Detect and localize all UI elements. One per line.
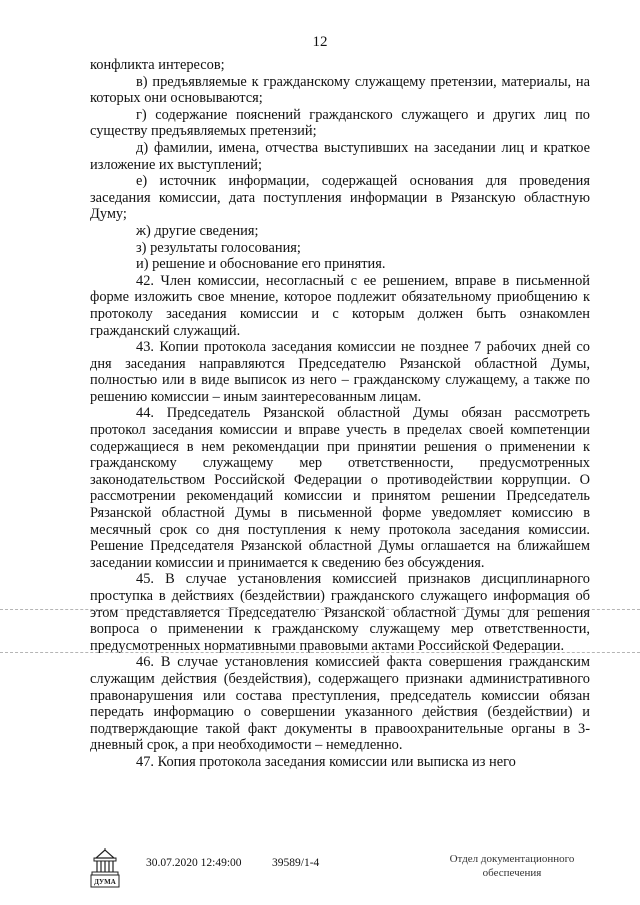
paragraph-47: 47. Копия протокола заседания комиссии или выписка из него xyxy=(136,753,516,770)
paragraph-44: 44. Председатель Рязанской областной Думы обязан рассмотреть протокол заседания комиссии и вправе учесть в пределах своей компетенции содержащиеся в нем рекомендации при принятии решения о применении к гражданскому служащему мер ответственности, предусмотренных законодательством Российской Федерации о противодействии коррупции. О рассмотрении рекомендаций комиссии и принятом решении Председатель Рязанской областной Думы в письменной форме уведомляет комиссию в месячный срок со дня поступления к нему протокола заседания комиссии. Решение Председателя Рязанской областной Думы оглашается на ближайшем заседании комиссии и принимается к сведению без обсуждения. xyxy=(90,405,590,571)
paragraph-42: 42. Член комиссии, несогласный с ее решением, вправе в письменной форме изложить свое мнение, которое подлежит обязательному приобщению к протоколу заседания комиссии и с которым должен быть ознакомлен гражданский служащий. xyxy=(90,272,590,339)
list-item-g: г) содержание пояснений гражданского служащего и других лиц по существу предъявляемых претензий; xyxy=(90,106,590,140)
list-item-d: д) фамилии, имена, отчества выступивших на заседании лиц и краткое изложение их выступлений; xyxy=(90,139,590,173)
list-item-v: в) предъявляемые к гражданскому служащему претензии, материалы, на которых они основываются; xyxy=(90,73,590,107)
list-item-z: з) результаты голосования; xyxy=(136,239,301,256)
list-item-zh: ж) другие сведения; xyxy=(136,222,259,239)
paragraph-45: 45. В случае установления комиссией признаков дисциплинарного проступка в действиях (бездействии) гражданского служащего информация об этом представляется Председателю Рязанской областной Думы для решения вопроса о применении к гражданскому служащему мер ответственности, предусмотренных нормативными правовыми актами Российской Федерации. xyxy=(90,571,590,654)
scan-artifact-line xyxy=(0,609,640,610)
scan-artifact-line xyxy=(0,652,640,653)
document-body xyxy=(90,57,590,771)
footer-department-line2: обеспечения xyxy=(482,867,542,879)
list-item-i: и) решение и обоснование его принятия. xyxy=(136,256,386,273)
page-number: 12 xyxy=(312,34,328,50)
footer-registration-number: 39589/1-4 xyxy=(272,857,320,869)
paragraph-43: 43. Копии протокола заседания комиссии не позднее 7 рабочих дней со дня заседания направляются Председателю Рязанской областной Думы, полностью или в виде выписок из него – гражданскому служащему, а также по решению комиссии – иным заинтересованным лицам. xyxy=(90,339,590,405)
footer-department-line1: Отдел документационного xyxy=(449,853,575,865)
duma-building-logo-icon xyxy=(88,848,122,888)
paragraph-continuation: конфликта интересов; xyxy=(90,57,225,73)
footer-date: 30.07.2020 12:49:00 xyxy=(146,857,242,869)
footer-department xyxy=(432,852,592,880)
paragraph-46: 46. В случае установления комиссией факта совершения гражданским служащим действия (бездействия), содержащего признаки административного правонарушения или состава преступления, председатель комиссии обязан передать информацию о совершении указанного действия (бездействии) и подтверждающие такой факт документы в правоохранительные органы в 3-дневный срок, а при необходимости – немедленно. xyxy=(90,654,590,754)
list-item-e: е) источник информации, содержащей основания для проведения заседания комиссии, дата поступления информации в Рязанскую областную Думу; xyxy=(90,173,590,223)
document-footer xyxy=(0,848,640,905)
logo-text: ДУМА xyxy=(94,878,116,886)
